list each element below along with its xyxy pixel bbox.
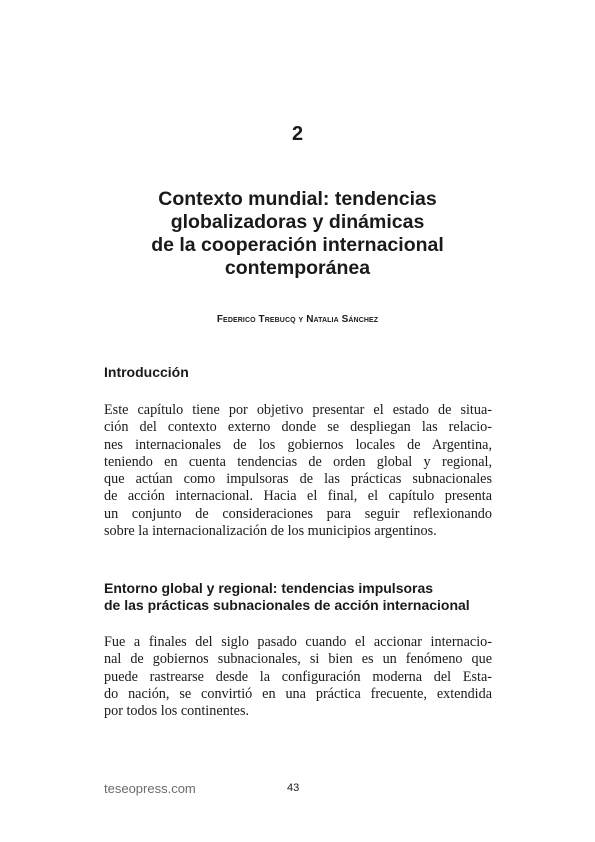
paragraph-line: nal de gobiernos subnacionales, si bien es un fenómeno que (104, 651, 492, 668)
chapter-title (90, 188, 505, 280)
chapter-title-line: de la cooperación internacional (151, 234, 444, 256)
chapter-title-line: Contexto mundial: tendencias (158, 188, 437, 210)
chapter-authors: Federico Trebucq y Natalia Sánchez (216, 314, 379, 325)
paragraph-line: teniendo en cuenta tendencias de orden global y regional, (104, 453, 492, 470)
paragraph-introduccion (104, 402, 492, 540)
section-heading-line: Introducción (104, 364, 189, 380)
paragraph-line: do nación, se convirtió en una práctica frecuente, extendida (104, 685, 492, 702)
chapter-title-line: contemporánea (224, 257, 371, 279)
paragraph-line: por todos los continentes. (104, 703, 250, 720)
footer-site: teseopress.com (104, 781, 196, 796)
chapter-number: 2 (291, 123, 304, 145)
chapter-title-line: globalizadoras y dinámicas (170, 211, 425, 233)
paragraph-line: sobre la internacionalización de los municipios argentinos. (104, 523, 437, 540)
section-heading-line: de las prácticas subnacionales de acción internacional (104, 597, 470, 613)
paragraph-line: ción del contexto externo donde se despliegan las relacio- (104, 419, 492, 436)
paragraph-entorno (104, 634, 492, 720)
paragraph-line: nes internacionales de los gobiernos locales de Argentina, (104, 436, 492, 453)
paragraph-line: Este capítulo tiene por objetivo presentar el estado de situa- (104, 402, 492, 418)
page-number: 43 (287, 782, 300, 794)
paragraph-line: que actúan como impulsoras de las prácticas subnacionales (104, 471, 492, 488)
section-heading-entorno (104, 580, 470, 614)
paragraph-line: de acción internacional. Hacia el final, el capítulo presenta (104, 488, 492, 505)
paragraph-line: Fue a finales del siglo pasado cuando el accionar internacio- (104, 634, 492, 650)
section-heading-introduccion (104, 364, 189, 381)
section-heading-line: Entorno global y regional: tendencias impulsoras (104, 580, 434, 596)
paragraph-line: un conjunto de consideraciones para seguir reflexionando (104, 505, 492, 522)
paragraph-line: puede rastrearse desde la configuración moderna del Esta- (104, 668, 492, 685)
